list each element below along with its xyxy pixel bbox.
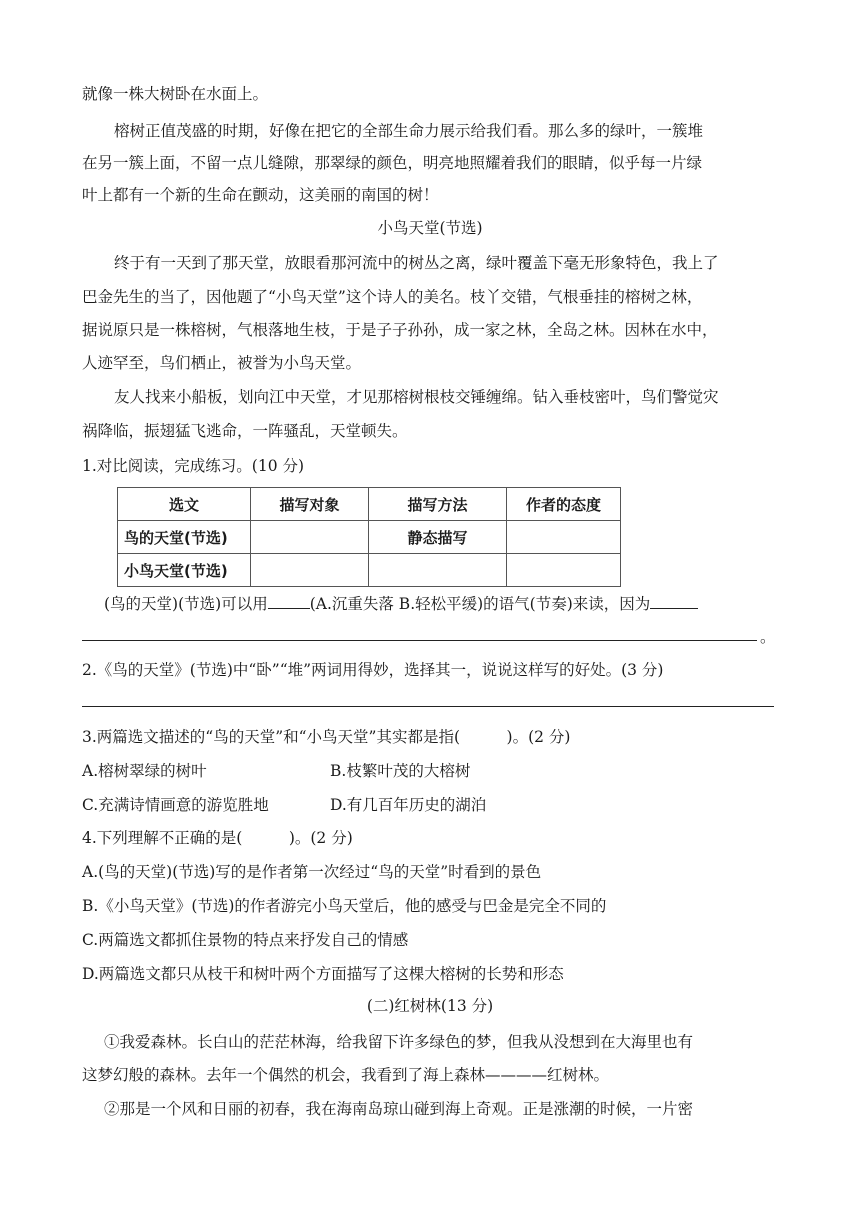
table-header-cell: 描写对象 bbox=[251, 488, 369, 521]
table-row bbox=[118, 554, 621, 587]
table-cell: 鸟的天堂(节选) bbox=[118, 521, 251, 554]
answer-blank[interactable] bbox=[650, 592, 698, 609]
passage2-line: 友人找来小船板，划向江中天堂，才见那榕树根枝交锤缠绵。钻入垂枝密叶，鸟们警觉灾 bbox=[114, 388, 719, 406]
option-c: C.充满诗情画意的游览胜地 bbox=[82, 796, 269, 814]
section2-line: ①我爱森林。长白山的茫茫林海，给我留下许多绿色的梦，但我从没想到在大海里也有 bbox=[104, 1033, 694, 1051]
answer-cell[interactable] bbox=[251, 554, 369, 587]
table-cell: 小鸟天堂(节选) bbox=[118, 554, 251, 587]
passage1-line: 在另一簇上面，不留一点儿缝隙，那翠绿的颜色，明亮地照耀着我们的眼睛，似乎每一片绿 bbox=[82, 154, 703, 172]
question-1-fill-line bbox=[104, 592, 804, 615]
passage2-line: 据说原只是一株榕树，气根落地生枝，于是子子孙孙，成一家之林，全岛之林。因林在水中， bbox=[82, 321, 718, 339]
answer-blank[interactable] bbox=[268, 592, 310, 609]
passage1-line: 叶上都有一个新的生命在颤动，这美丽的南国的树！ bbox=[82, 186, 439, 204]
table-header-cell: 描写方法 bbox=[369, 488, 507, 521]
option-b: B.枝繁叶茂的大榕树 bbox=[330, 762, 471, 780]
option-a: A.(鸟的天堂)(节选)写的是作者第一次经过“鸟的天堂”时看到的景色 bbox=[82, 863, 542, 881]
passage2-line: 终于有一天到了那天堂，放眼看那河流中的树丛之离，绿叶覆盖下毫无形象特色，我上了 bbox=[114, 254, 719, 272]
answer-cell[interactable] bbox=[369, 554, 507, 587]
end-mark: 。 bbox=[760, 628, 776, 646]
question-4-stem: 4.下列理解不正确的是( )。(2 分) bbox=[82, 829, 353, 847]
question-3-stem: 3.两篇选文描述的“鸟的天堂”和“小鸟天堂”其实都是指( )。(2 分) bbox=[82, 728, 571, 746]
option-d: D.有几百年历史的湖泊 bbox=[330, 796, 487, 814]
option-c: C.两篇选文都抓住景物的特点来抒发自己的情感 bbox=[82, 931, 409, 949]
passage2-line: 人迹罕至，鸟们栖止，被誉为小鸟天堂。 bbox=[82, 354, 362, 372]
section-2-title: (二)红树林(13 分) bbox=[366, 997, 494, 1015]
table-header-cell: 作者的态度 bbox=[507, 488, 621, 521]
comparison-table bbox=[117, 487, 621, 587]
option-d: D.两篇选文都只从枝干和树叶两个方面描写了这棵大榕树的长势和形态 bbox=[82, 965, 564, 983]
passage2-line: 祸降临，振翅猛飞逃命，一阵骚乱，天堂顿失。 bbox=[82, 422, 408, 440]
table-cell: 静态描写 bbox=[369, 521, 507, 554]
option-b: B.《小鸟天堂》(节选)的作者游完小鸟天堂后，他的感受与巴金是完全不同的 bbox=[82, 897, 607, 915]
question-2-stem: 2.《鸟的天堂》(节选)中“卧”“堆”两词用得妙，选择其一，说说这样写的好处。(3 分) bbox=[82, 661, 664, 679]
answer-line[interactable] bbox=[82, 640, 757, 641]
answer-cell[interactable] bbox=[507, 554, 621, 587]
answer-cell[interactable] bbox=[507, 521, 621, 554]
section2-line: 这梦幻般的森林。去年一个偶然的机会，我看到了海上森林————红树林。 bbox=[82, 1066, 610, 1084]
fill-text-a: (鸟的天堂)(节选)可以用 bbox=[104, 595, 268, 613]
passage2-title: 小鸟天堂(节选) bbox=[377, 219, 483, 237]
section2-line: ②那是一个风和日丽的初春，我在海南岛琼山碰到海上奇观。正是涨潮的时候，一片密 bbox=[104, 1100, 694, 1118]
fill-text-b: (A.沉重失落 B.轻松平缓)的语气(节奏)来读，因为 bbox=[309, 595, 651, 613]
answer-line[interactable] bbox=[82, 706, 774, 707]
option-a: A.榕树翠绿的树叶 bbox=[82, 762, 207, 780]
table-header-cell: 选文 bbox=[118, 488, 251, 521]
answer-cell[interactable] bbox=[251, 521, 369, 554]
table-row bbox=[118, 521, 621, 554]
passage2-line: 巴金先生的当了，因他题了“小鸟天堂”这个诗人的美名。枝丫交错，气根垂挂的榕树之林， bbox=[82, 288, 703, 306]
passage1-line: 就像一株大树卧在水面上。 bbox=[82, 85, 269, 103]
question-1-stem: 1.对比阅读，完成练习。(10 分) bbox=[82, 457, 305, 475]
table-header-row bbox=[118, 488, 621, 521]
passage1-line: 榕树正值茂盛的时期，好像在把它的全部生命力展示给我们看。那么多的绿叶，一簇堆 bbox=[114, 122, 704, 140]
